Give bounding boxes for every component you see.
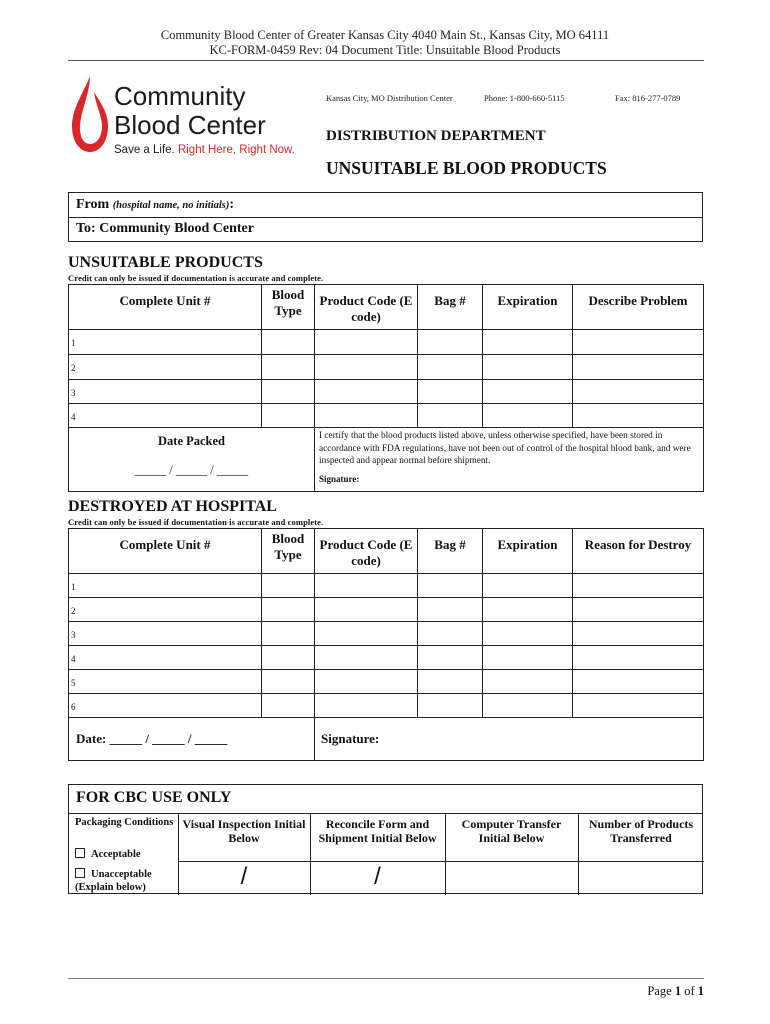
row-number: 4: [69, 646, 262, 670]
visual-inspection-slash: /: [240, 863, 248, 890]
contact-center: Kansas City, MO Distribution Center: [326, 93, 453, 103]
destroyed-sign-row: [69, 718, 704, 761]
reconcile-header: Reconcile Form and Shipment Initial Below: [318, 817, 437, 845]
destroyed-signature-cell[interactable]: [315, 718, 704, 761]
table-row[interactable]: [69, 380, 704, 404]
date-packed-label: Date Packed: [158, 434, 225, 448]
header-rule: [68, 60, 704, 61]
unacceptable-label: Unacceptable (Explain below): [75, 869, 152, 893]
row-number: 2: [69, 355, 262, 380]
to-label: To: Community Blood Center: [76, 221, 254, 236]
acceptable-checkbox[interactable]: [75, 848, 85, 858]
computer-transfer-header: Computer Transfer Initial Below: [461, 817, 562, 845]
col-expiration: Expiration: [483, 285, 573, 330]
contact-fax: Fax: 816-277-0789: [615, 93, 681, 103]
cbc-title: FOR CBC USE ONLY: [76, 789, 232, 806]
row-number: 3: [69, 380, 262, 404]
header-address: Community Blood Center of Greater Kansas City 4040 Main St., Kansas City, MO 64111: [160, 28, 610, 42]
table-row[interactable]: [69, 622, 704, 646]
row-number: 1: [69, 574, 262, 598]
row-number: 2: [69, 598, 262, 622]
destroyed-table: [68, 528, 704, 761]
unsuitable-signature-label: Signature:: [319, 473, 360, 484]
logo-tagline-a: Save a Life.: [114, 144, 175, 156]
acceptable-option[interactable]: [75, 848, 141, 860]
col-complete-unit: Complete Unit #: [69, 285, 262, 330]
logo-word-blood-center: Blood Center: [114, 110, 266, 140]
destroyed-date-cell[interactable]: [69, 718, 315, 761]
unsuitable-credit-note: Credit can only be issued if documentation is accurate and complete.: [68, 273, 324, 283]
col-product-code: Product Code (E code): [315, 529, 418, 574]
date-packed-blank: _____ / _____ / _____: [134, 463, 249, 477]
document-title: UNSUITABLE BLOOD PRODUCTS: [326, 158, 607, 178]
row-number: 1: [69, 330, 262, 355]
col-bag: Bag #: [418, 529, 483, 574]
col-bag: Bag #: [418, 285, 483, 330]
logo-tagline: [114, 144, 295, 156]
unsuitable-header-row: [69, 285, 704, 330]
destroyed-credit-note: Credit can only be issued if documentation is accurate and complete.: [68, 517, 324, 527]
visual-inspection-header: Visual Inspection Initial Below: [182, 817, 306, 845]
unsuitable-section-title: UNSUITABLE PRODUCTS: [68, 254, 263, 271]
col-complete-unit: Complete Unit #: [69, 529, 262, 574]
col-blood-type: Blood Type: [262, 529, 315, 574]
col-expiration: Expiration: [483, 529, 573, 574]
certify-row: [69, 428, 704, 492]
table-row[interactable]: [69, 670, 704, 694]
unsuitable-table: [68, 284, 704, 492]
header-form-id: KC-FORM-0459 Rev: 04 Document Title: Unsuitable Blood Products: [209, 43, 561, 57]
destroyed-header-row: [69, 529, 704, 574]
row-number: 5: [69, 670, 262, 694]
row-number: 3: [69, 622, 262, 646]
table-row[interactable]: [69, 355, 704, 380]
from-field[interactable]: [69, 193, 702, 218]
table-row[interactable]: [69, 404, 704, 428]
from-to-box: [68, 192, 703, 242]
destroyed-signature-label: Signature:: [321, 731, 380, 746]
logo-tagline-b: Right Here, Right Now.: [177, 144, 295, 156]
department-title: DISTRIBUTION DEPARTMENT: [326, 128, 546, 144]
col-describe-problem: Describe Problem: [573, 285, 704, 330]
reconcile-slash: /: [374, 863, 381, 890]
table-row[interactable]: [69, 598, 704, 622]
acceptable-label: Acceptable: [91, 849, 141, 860]
unacceptable-option[interactable]: [75, 868, 175, 894]
logo: [66, 72, 306, 162]
number-products-header: Number of Products Transferred: [588, 817, 694, 845]
table-row[interactable]: [69, 330, 704, 355]
certify-cell[interactable]: [315, 428, 704, 492]
table-row[interactable]: [69, 574, 704, 598]
unacceptable-checkbox[interactable]: [75, 868, 85, 878]
contact-phone: Phone: 1-800-660-5115: [484, 93, 565, 103]
packaging-label: Packaging Conditions: [75, 817, 174, 828]
number-products-field[interactable]: [578, 862, 704, 895]
col-blood-type: Blood Type: [262, 285, 315, 330]
row-number: 4: [69, 404, 262, 428]
table-row[interactable]: [69, 646, 704, 670]
row-number: 6: [69, 694, 262, 718]
from-label: From (hospital name, no initials):: [76, 197, 235, 212]
destroyed-section-title: DESTROYED AT HOSPITAL: [68, 498, 277, 515]
from-hint: (hospital name, no initials): [112, 200, 230, 211]
table-row[interactable]: [69, 694, 704, 718]
destroyed-date-label: Date: _____ / _____ / _____: [76, 731, 228, 746]
computer-transfer-field[interactable]: [445, 862, 578, 895]
certify-text: I certify that the blood products listed above, unless otherwise specified, have been stored in accordance with FDA regulations, have not been out of control of the hospital blood bank, and were inspected and appear normal before shipment.: [319, 431, 691, 466]
date-packed-cell[interactable]: [69, 428, 315, 492]
footer-rule: [68, 978, 704, 979]
cbc-box: [68, 784, 703, 894]
page-number: Page 1 of 1: [647, 984, 704, 998]
col-product-code: Product Code (E code): [315, 285, 418, 330]
blood-drop-icon: [66, 72, 114, 158]
col-reason-destroy: Reason for Destroy: [573, 529, 704, 574]
logo-word-community: Community: [114, 81, 246, 111]
